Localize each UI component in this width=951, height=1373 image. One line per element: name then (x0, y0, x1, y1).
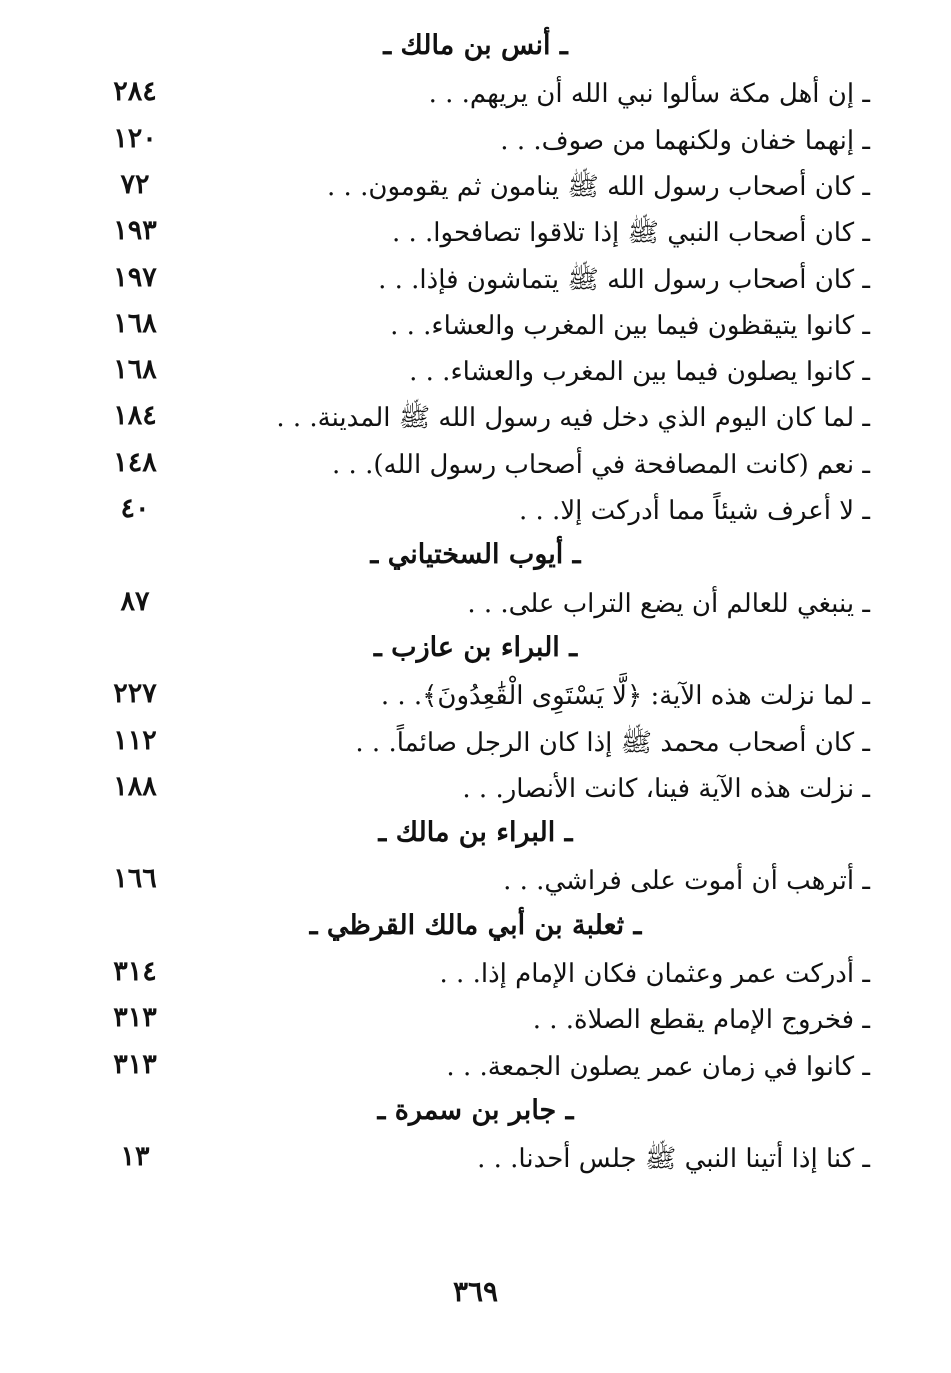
index-entry (90, 767, 880, 813)
entry-text: ـ كان أصحاب النبي ﷺ إذا تلاقوا تصافحوا. . . (391, 218, 870, 248)
index-entry (90, 258, 880, 304)
entry-text: ـ أدركت عمر وعثمان فكان الإمام إذا. . . (439, 959, 870, 989)
entry-page-number: ٣١٣ (113, 1049, 157, 1080)
entry-text: ـ ينبغي للعالم أن يضع التراب على. . . (467, 589, 870, 619)
entry-page-number: ٣١٣ (113, 1002, 157, 1033)
section-heading: ـ ثعلبة بن أبي مالك القرظي ـ (309, 910, 642, 941)
section-heading: ـ البراء بن مالك ـ (378, 817, 573, 848)
page-number: ٣٦٩ (452, 1275, 499, 1308)
index-entry (90, 721, 880, 767)
entry-page-number: ١٩٧ (113, 262, 157, 293)
entry-text: ـ نزلت هذه الآية فينا، كانت الأنصار. . . (462, 774, 870, 804)
index-entry (90, 304, 880, 350)
entry-text: ـ لما كان اليوم الذي دخل فيه رسول الله ﷺ المدينة. . . (276, 403, 870, 433)
index-entry (90, 443, 880, 489)
entry-text: ـ إنهما خفان ولكنهما من صوف. . . (500, 126, 870, 156)
index-entry (90, 489, 880, 535)
entry-text: ـ كان أصحاب رسول الله ﷺ ينامون ثم يقومون. . . (327, 172, 870, 202)
index-entry (90, 165, 880, 211)
index-entry (90, 396, 880, 442)
entry-page-number: ٢٨٤ (113, 76, 157, 107)
section-heading: ـ أيوب السختياني ـ (370, 539, 581, 570)
index-entry (90, 674, 880, 720)
entry-page-number: ١٤٨ (113, 447, 157, 478)
index-entry (90, 72, 880, 118)
entry-text: ـ كانوا يصلون فيما بين المغرب والعشاء. . . (409, 357, 870, 387)
index-entry (90, 1045, 880, 1091)
entry-page-number: ٢٢٧ (113, 678, 157, 709)
entry-page-number: ١٢٠ (113, 123, 157, 154)
index-entry (90, 350, 880, 396)
index-entry (90, 1137, 880, 1183)
entry-page-number: ٨٧ (120, 586, 150, 617)
entry-text: ـ نعم (كانت المصافحة في أصحاب رسول الله). . . (332, 450, 870, 480)
entry-page-number: ١٨٨ (113, 771, 157, 802)
index-entry (90, 582, 880, 628)
index-entry (90, 859, 880, 905)
entry-page-number: ١١٢ (113, 725, 157, 756)
section-heading: ـ جابر بن سمرة ـ (377, 1095, 574, 1126)
entry-text: ـ كانوا يتيقظون فيما بين المغرب والعشاء. . . (390, 311, 870, 341)
section-heading: ـ أنس بن مالك ـ (383, 30, 568, 61)
index-entry (90, 119, 880, 165)
index-entry (90, 998, 880, 1044)
entry-text: ـ كان أصحاب رسول الله ﷺ يتماشون فإذا. . . (378, 265, 870, 295)
entry-text: ـ فخروج الإمام يقطع الصلاة. . . (532, 1005, 870, 1035)
entry-text: ـ لما نزلت هذه الآية: ﴿لَّا يَسْتَوِى الْقَٰعِدُونَ﴾. . . (380, 681, 870, 711)
entry-page-number: ١٦٨ (113, 308, 157, 339)
entry-page-number: ١٦٨ (113, 354, 157, 385)
entry-page-number: ٤٠ (120, 493, 150, 524)
index-entry (90, 952, 880, 998)
entry-text: ـ كانوا في زمان عمر يصلون الجمعة. . . (446, 1052, 870, 1082)
index-entry (90, 211, 880, 257)
entry-page-number: ١٣ (120, 1141, 150, 1172)
section-heading: ـ البراء بن عازب ـ (373, 632, 578, 663)
entry-page-number: ٣١٤ (113, 956, 157, 987)
entry-page-number: ١٦٦ (113, 863, 157, 894)
entry-text: ـ كنا إذا أتينا النبي ﷺ جلس أحدنا. . . (477, 1144, 870, 1174)
entry-text: ـ لا أعرف شيئاً مما أدركت إلا. . . (519, 496, 870, 526)
entry-page-number: ١٩٣ (113, 215, 157, 246)
entry-text: ـ أترهب أن أموت على فراشي. . . (503, 866, 870, 896)
entry-page-number: ١٨٤ (113, 400, 157, 431)
entry-text: ـ كان أصحاب محمد ﷺ إذا كان الرجل صائماً. . . (355, 728, 870, 758)
entry-text: ـ إن أهل مكة سألوا نبي الله أن يريهم. . . (428, 79, 870, 109)
entry-page-number: ٧٢ (120, 169, 150, 200)
